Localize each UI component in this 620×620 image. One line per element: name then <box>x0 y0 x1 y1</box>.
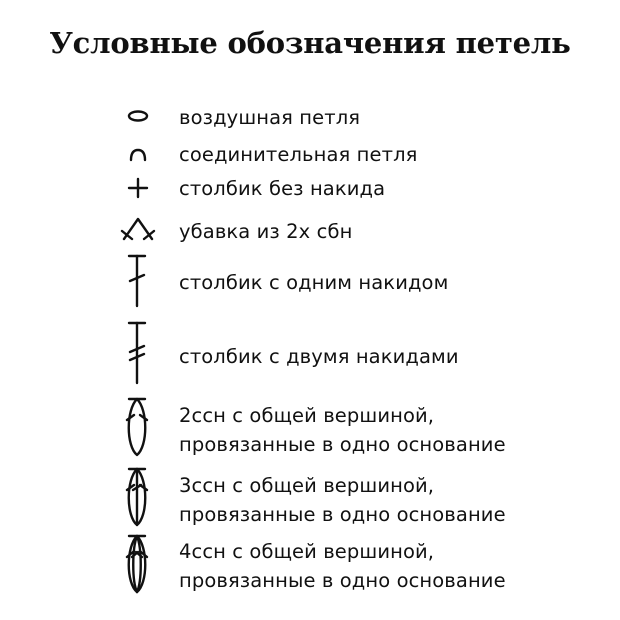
page-title: Условные обозначения петель <box>49 26 571 60</box>
legend-label-dc3-cluster-line2: провязанные в одно основание <box>179 503 506 526</box>
legend-label-single-crochet: столбик без накида <box>179 177 386 200</box>
chain-stitch-icon <box>124 106 152 126</box>
legend-label-slip-stitch: соединительная петля <box>179 143 418 166</box>
sc2tog-decrease-icon <box>118 214 158 244</box>
legend-label-dc2-cluster-line1: 2ссн с общей вершиной, <box>179 404 435 427</box>
single-crochet-icon <box>124 176 152 200</box>
dc3-cluster-icon <box>119 466 155 528</box>
dc2-cluster-icon <box>119 396 155 458</box>
legend-label-sc2tog: убавка из 2х сбн <box>179 220 353 243</box>
legend-label-treble-crochet: столбик с двумя накидами <box>179 345 459 368</box>
double-crochet-icon <box>121 253 153 309</box>
dc4-cluster-icon <box>119 533 155 595</box>
treble-crochet-icon <box>121 320 153 386</box>
legend-label-dc4-cluster-line2: провязанные в одно основание <box>179 569 506 592</box>
legend-label-dc4-cluster-line1: 4ссн с общей вершиной, <box>179 540 435 563</box>
legend-label-dc2-cluster-line2: провязанные в одно основание <box>179 433 506 456</box>
slip-stitch-icon <box>124 142 152 166</box>
legend-label-double-crochet: столбик с одним накидом <box>179 271 449 294</box>
legend-label-dc3-cluster-line1: 3ссн с общей вершиной, <box>179 474 435 497</box>
legend-label-chain-stitch: воздушная петля <box>179 106 361 129</box>
